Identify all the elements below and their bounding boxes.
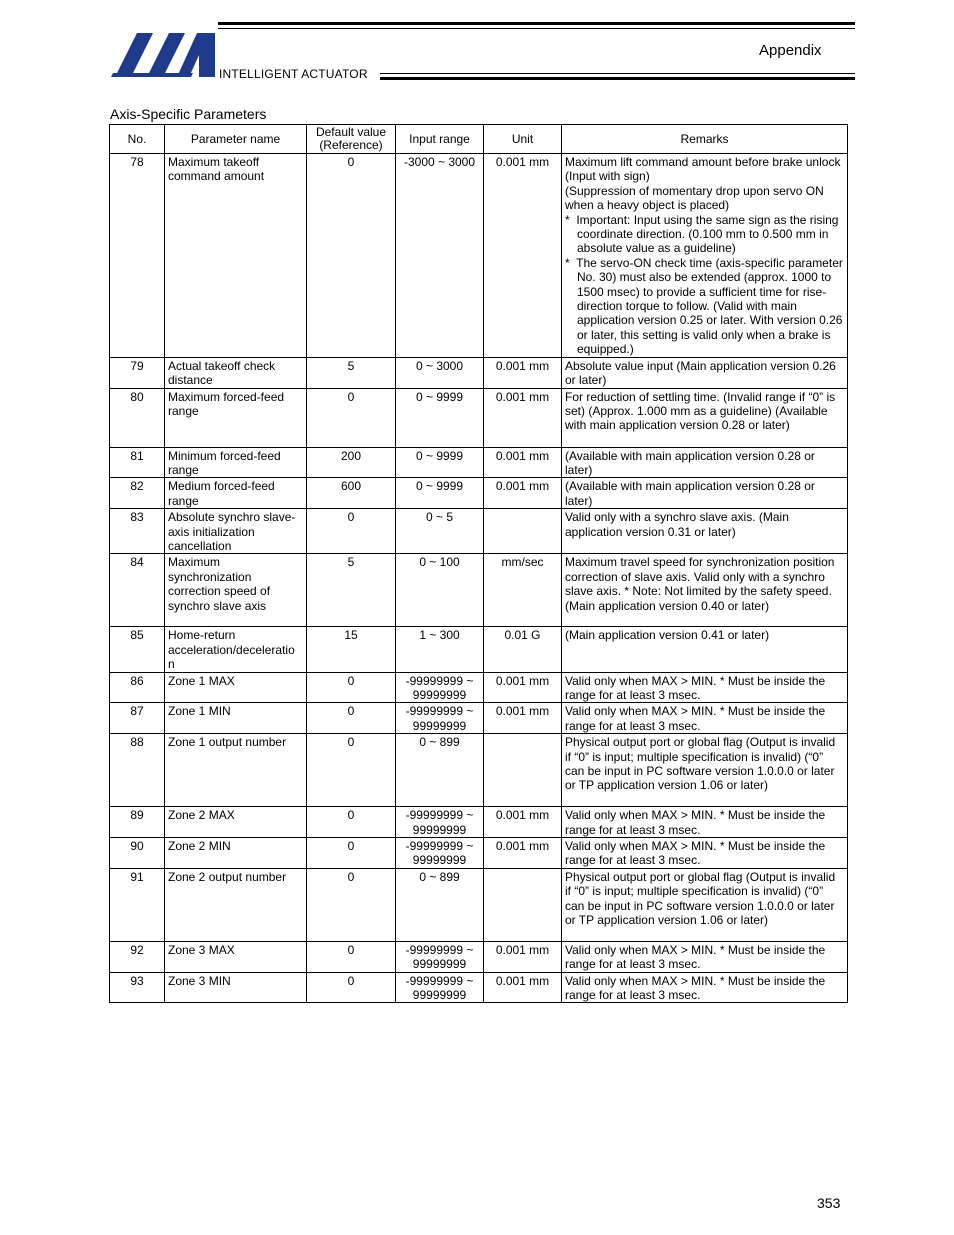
cell-input-range: 0 ~ 9999 xyxy=(396,447,484,478)
cell-remarks xyxy=(562,554,848,627)
section-title: Axis-Specific Parameters xyxy=(110,106,267,122)
table-row xyxy=(110,388,848,447)
cell-remarks xyxy=(562,941,848,972)
cell-input-range: 0 ~ 9999 xyxy=(396,478,484,509)
cell-default-value: 0 xyxy=(307,838,396,869)
cell-parameter-name: Medium forced-feed range xyxy=(165,478,307,509)
cell-unit: 0.001 mm xyxy=(484,703,562,734)
remarks-text: (Available with main application version 0.28 or later) xyxy=(565,448,815,477)
cell-unit: 0.01 G xyxy=(484,627,562,672)
cell-remarks xyxy=(562,509,848,554)
cell-input-range: -99999999 ~ 99999999 xyxy=(396,838,484,869)
header-no: No. xyxy=(110,125,165,154)
cell-unit xyxy=(484,734,562,807)
cell-input-range: 0 ~ 100 xyxy=(396,554,484,627)
cell-unit: 0.001 mm xyxy=(484,154,562,358)
cell-default-value: 0 xyxy=(307,154,396,358)
cell-parameter-name: Home-return acceleration/deceleratio n xyxy=(165,627,307,672)
cell-default-value: 0 xyxy=(307,734,396,807)
cell-remarks xyxy=(562,838,848,869)
cell-parameter-name: Zone 3 MIN xyxy=(165,972,307,1003)
cell-parameter-name: Zone 2 MAX xyxy=(165,807,307,838)
cell-no: 89 xyxy=(110,807,165,838)
remarks-note: * The servo-ON check time (axis-specific parameter No. 30) must also be extended (approx. 1000 to 1500 msec) to provide a sufficient time for rise-direction torque to follow. (Valid with main application version 0.25 or later. With version 0.26 or later, this setting is valid only when a brake is equipped.) xyxy=(565,255,843,357)
remarks-text: Valid only when MAX > MIN. * Must be inside the range for at least 3 msec. xyxy=(565,839,826,868)
cell-no: 80 xyxy=(110,388,165,447)
cell-parameter-name: Zone 1 MIN xyxy=(165,703,307,734)
remarks-text: (Available with main application version 0.28 or later) xyxy=(565,479,815,508)
cell-parameter-name: Zone 2 output number xyxy=(165,868,307,941)
cell-unit: 0.001 mm xyxy=(484,357,562,388)
table-row xyxy=(110,357,848,388)
cell-remarks xyxy=(562,447,848,478)
table-row xyxy=(110,478,848,509)
cell-default-value: 15 xyxy=(307,627,396,672)
remarks-text: Maximum lift command amount before brake unlock (Input with sign) xyxy=(565,155,841,184)
header-rule-bottom-thick xyxy=(380,77,855,80)
cell-parameter-name: Minimum forced-feed range xyxy=(165,447,307,478)
remarks-text: Physical output port or global flag (Output is invalid if “0” is input; multiple specification is invalid) (“0” can be input in PC software version 1.0.0.0 or later or TP application version 1.06 or later) xyxy=(565,735,836,793)
remarks-text: Valid only when MAX > MIN. * Must be inside the range for at least 3 msec. xyxy=(565,808,826,837)
cell-remarks xyxy=(562,807,848,838)
header-remarks: Remarks xyxy=(562,125,848,154)
table-row xyxy=(110,509,848,554)
cell-default-value: 0 xyxy=(307,972,396,1003)
cell-input-range: -99999999 ~ 99999999 xyxy=(396,703,484,734)
cell-no: 85 xyxy=(110,627,165,672)
cell-default-value: 0 xyxy=(307,703,396,734)
cell-no: 84 xyxy=(110,554,165,627)
cell-default-value: 0 xyxy=(307,941,396,972)
cell-unit: 0.001 mm xyxy=(484,972,562,1003)
cell-unit: 0.001 mm xyxy=(484,807,562,838)
cell-remarks xyxy=(562,627,848,672)
cell-remarks xyxy=(562,154,848,358)
cell-default-value: 0 xyxy=(307,388,396,447)
cell-no: 93 xyxy=(110,972,165,1003)
table-row xyxy=(110,703,848,734)
table-row xyxy=(110,868,848,941)
remarks-text: Physical output port or global flag (Output is invalid if “0” is input; multiple specification is invalid) (“0” can be input in PC software version 1.0.0.0 or later or TP application version 1.06 or later) xyxy=(565,869,836,928)
cell-default-value: 0 xyxy=(307,672,396,703)
cell-no: 87 xyxy=(110,703,165,734)
header-default-value: Default value (Reference) xyxy=(307,125,396,154)
cell-parameter-name: Zone 2 MIN xyxy=(165,838,307,869)
remarks-text: Absolute value input (Main application version 0.26 or later) xyxy=(565,358,836,388)
table-row xyxy=(110,447,848,478)
table-header-row xyxy=(110,125,848,154)
table-row xyxy=(110,627,848,672)
cell-unit xyxy=(484,509,562,554)
cell-input-range: 0 ~ 5 xyxy=(396,509,484,554)
cell-unit xyxy=(484,868,562,941)
cell-remarks xyxy=(562,357,848,388)
table-row xyxy=(110,941,848,972)
cell-unit: 0.001 mm xyxy=(484,838,562,869)
cell-default-value: 0 xyxy=(307,807,396,838)
header-rule-bottom-thin xyxy=(380,73,855,74)
cell-remarks xyxy=(562,734,848,807)
cell-parameter-name: Zone 1 output number xyxy=(165,734,307,807)
header-unit: Unit xyxy=(484,125,562,154)
iai-logo xyxy=(111,33,217,77)
cell-remarks xyxy=(562,703,848,734)
cell-no: 81 xyxy=(110,447,165,478)
cell-no: 79 xyxy=(110,357,165,388)
cell-unit: 0.001 mm xyxy=(484,478,562,509)
remarks-text: Valid only when MAX > MIN. * Must be inside the range for at least 3 msec. xyxy=(565,673,826,702)
cell-parameter-name: Zone 1 MAX xyxy=(165,672,307,703)
cell-no: 82 xyxy=(110,478,165,509)
remarks-text: For reduction of settling time. (Invalid range if “0” is set) (Approx. 1.000 mm as a guideline) (Available with main application version 0.28 or later) xyxy=(565,389,836,433)
remarks-text: Maximum travel speed for synchronization position correction of slave axis. Valid only with a synchro slave axis. * Note: Not limited by the safety speed. (Main application version 0.40 or later) xyxy=(565,555,835,613)
cell-default-value: 0 xyxy=(307,509,396,554)
cell-no: 91 xyxy=(110,868,165,941)
cell-remarks xyxy=(562,868,848,941)
remarks-note: * Important: Input using the same sign as the rising coordinate direction. (0.100 mm to 0.500 mm in absolute value as a guideline) xyxy=(565,212,839,256)
cell-input-range: 1 ~ 300 xyxy=(396,627,484,672)
cell-unit: mm/sec xyxy=(484,554,562,627)
remarks-text: Valid only when MAX > MIN. * Must be inside the range for at least 3 msec. xyxy=(565,942,826,972)
cell-no: 90 xyxy=(110,838,165,869)
cell-input-range: 0 ~ 899 xyxy=(396,868,484,941)
cell-input-range: 0 ~ 899 xyxy=(396,734,484,807)
cell-unit: 0.001 mm xyxy=(484,388,562,447)
brand-name: INTELLIGENT ACTUATOR xyxy=(219,67,368,81)
table-row xyxy=(110,838,848,869)
cell-parameter-name: Maximum synchronization correction speed of synchro slave axis xyxy=(165,554,307,627)
remarks-text: Valid only when MAX > MIN. * Must be inside the range for at least 3 msec. xyxy=(565,704,826,733)
cell-input-range: -99999999 ~ 99999999 xyxy=(396,672,484,703)
cell-remarks xyxy=(562,672,848,703)
cell-remarks xyxy=(562,478,848,509)
cell-no: 86 xyxy=(110,672,165,703)
cell-input-range: 0 ~ 3000 xyxy=(396,357,484,388)
header-parameter-name: Parameter name xyxy=(165,125,307,154)
cell-no: 83 xyxy=(110,509,165,554)
table-row xyxy=(110,807,848,838)
cell-parameter-name: Actual takeoff check distance xyxy=(165,357,307,388)
cell-default-value: 600 xyxy=(307,478,396,509)
cell-no: 78 xyxy=(110,154,165,358)
table-row xyxy=(110,672,848,703)
cell-default-value: 5 xyxy=(307,554,396,627)
header-rule-top-thin xyxy=(218,28,855,29)
cell-input-range: -99999999 ~ 99999999 xyxy=(396,807,484,838)
cell-unit: 0.001 mm xyxy=(484,447,562,478)
cell-parameter-name: Absolute synchro slave-axis initialization cancellation xyxy=(165,509,307,554)
cell-input-range: -3000 ~ 3000 xyxy=(396,154,484,358)
header-rule-top-thick xyxy=(218,22,855,25)
cell-parameter-name: Zone 3 MAX xyxy=(165,941,307,972)
cell-input-range: -99999999 ~ 99999999 xyxy=(396,972,484,1003)
table-row xyxy=(110,734,848,807)
table-row xyxy=(110,154,848,358)
cell-remarks xyxy=(562,972,848,1003)
cell-no: 88 xyxy=(110,734,165,807)
cell-parameter-name: Maximum forced-feed range xyxy=(165,388,307,447)
parameter-table xyxy=(109,124,848,1003)
page-number: 353 xyxy=(817,1195,841,1211)
remarks-text: Valid only when MAX > MIN. * Must be inside the range for at least 3 msec. xyxy=(565,973,826,1003)
cell-unit: 0.001 mm xyxy=(484,672,562,703)
cell-input-range: 0 ~ 9999 xyxy=(396,388,484,447)
header-input-range: Input range xyxy=(396,125,484,154)
cell-input-range: -99999999 ~ 99999999 xyxy=(396,941,484,972)
remarks-text: (Main application version 0.41 or later) xyxy=(565,628,770,643)
cell-default-value: 5 xyxy=(307,357,396,388)
cell-default-value: 0 xyxy=(307,868,396,941)
table-row xyxy=(110,554,848,627)
remarks-text: (Suppression of momentary drop upon servo ON when a heavy object is placed) xyxy=(565,183,824,213)
table-row xyxy=(110,972,848,1003)
cell-unit: 0.001 mm xyxy=(484,941,562,972)
cell-remarks xyxy=(562,388,848,447)
cell-no: 92 xyxy=(110,941,165,972)
remarks-text: Valid only with a synchro slave axis. (Main application version 0.31 or later) xyxy=(565,510,789,539)
cell-parameter-name: Maximum takeoff command amount xyxy=(165,154,307,358)
header-title: Appendix xyxy=(759,42,822,59)
cell-default-value: 200 xyxy=(307,447,396,478)
